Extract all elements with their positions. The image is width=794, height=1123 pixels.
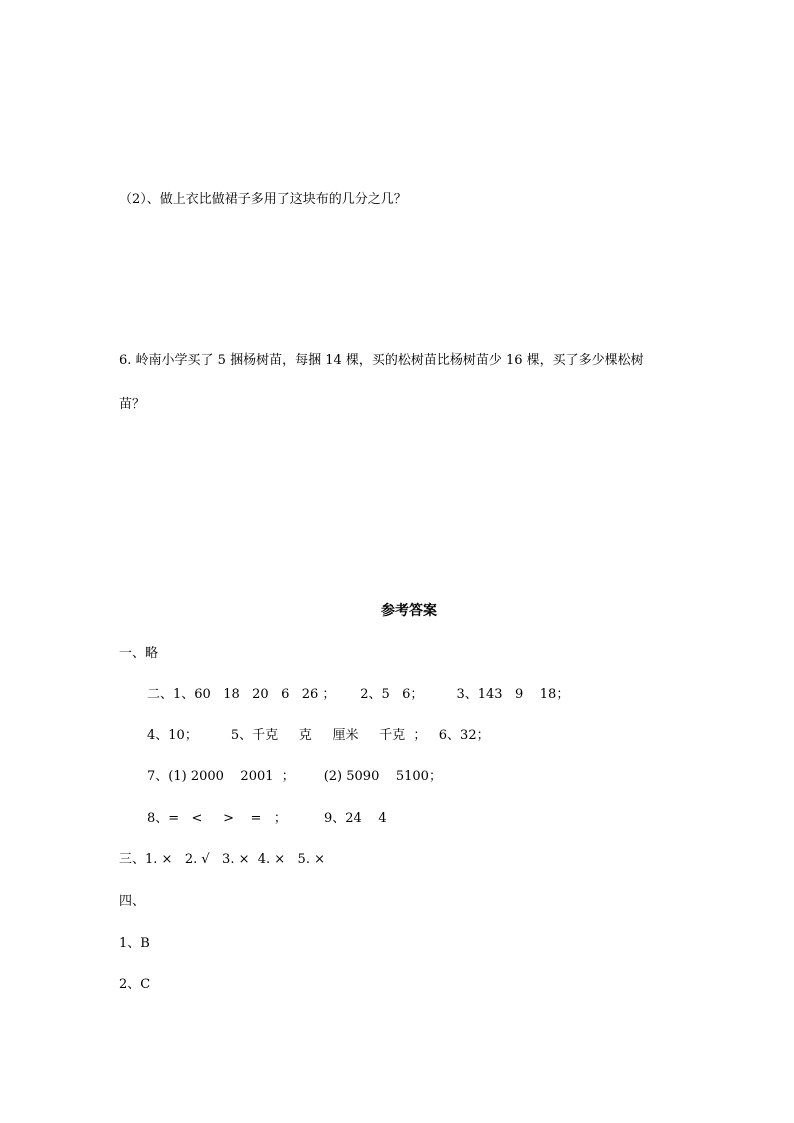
answers-title: 参考答案 xyxy=(381,603,437,619)
answer-section-4-item-1: 1、B xyxy=(119,936,150,951)
answer-section-2-line-4: 8、= < > = ； 9、24 4 xyxy=(147,811,387,826)
answer-section-2-line-2: 4、10； 5、千克 克 厘米 千克 ； 6、32； xyxy=(147,728,490,743)
answer-section-2-line-1: 二、1、60 18 20 6 26 ； 2、5 6； 3、143 9 18； xyxy=(147,687,570,702)
question-5-part-2: （2）、做上衣比做裙子多用了这块布的几分之几？ xyxy=(119,192,407,207)
question-6-line-1: 6. 岭南小学买了 5 捆杨树苗，每捆 14 棵，买的松树苗比杨树苗少 16 棵，买了多少棵松树 xyxy=(119,353,644,368)
answer-section-4: 四、 xyxy=(119,894,146,909)
question-6-line-2: 苗？ xyxy=(119,397,146,412)
answer-section-3: 三、1. × 2. √ 3. × 4. × 5. × xyxy=(119,852,325,867)
answer-section-1: 一、略 xyxy=(119,646,159,661)
answer-section-2-line-3: 7、(1) 2000 2001 ； (2) 5090 5100； xyxy=(147,769,442,784)
answer-section-4-item-2: 2、C xyxy=(119,977,151,992)
